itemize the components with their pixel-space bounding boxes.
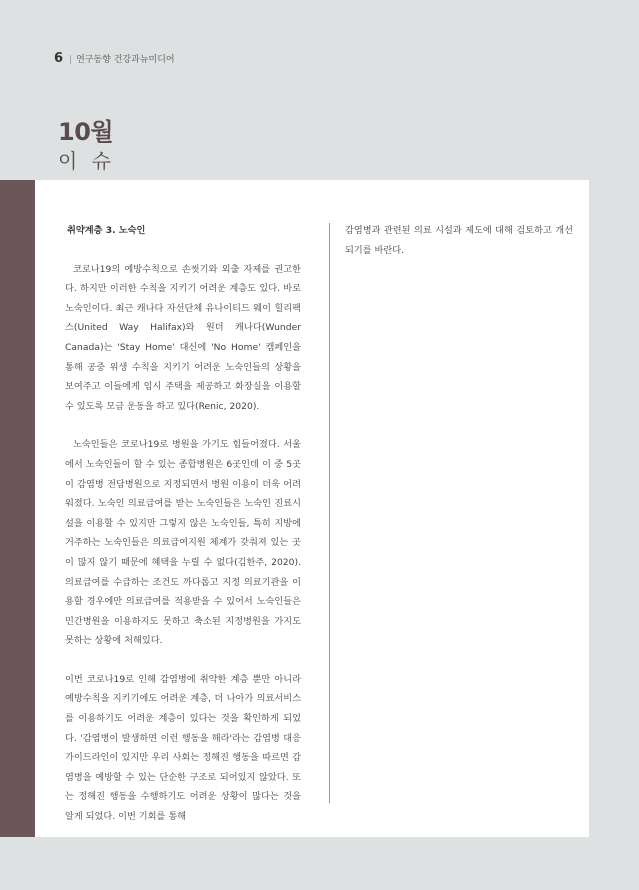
header-separator: | <box>69 55 73 65</box>
publication-title: 연구동향 건강과뉴미디어 <box>76 55 175 65</box>
page-number: 6 <box>54 51 64 66</box>
paragraph: 이번 코로나19로 인해 감염병에 취약한 계층 뿐만 아니라 예방수칙을 지키기에도 어려운 계층, 더 나아가 의료서비스를 이용하기도 어려운 계층이 있다는 것을 확인하게 되었다. '감염병이 발생하면 이런 행동을 해라'라는 감염병 대응 가이드라인이 있지만 우리 사회는 정해진 행동을 따르면 감염병을 예방할 수 있는 단순한 구조로 되어있지 않았다. 또는 정해진 행동을 수행하기도 어려운 상황이 많다는 것을 알게 되었다. 이번 기회를 통해 <box>65 673 301 823</box>
column-divider <box>329 223 330 803</box>
article-right-column <box>345 221 573 260</box>
paragraph: 감염병과 관련된 의료 시설과 제도에 대해 검토하고 개선되기를 바란다. <box>345 225 573 256</box>
page-header <box>54 51 175 66</box>
paragraph: 코로나19의 예방수칙으로 손씻기와 외출 자제를 권고한다. 하지만 이러한 수칙을 지키기 어려운 계층도 있다. 바로 노숙인이다. 최근 캐나다 자선단체 유나이티드 웨이 힐리팩스(United Way Halifax)와 원더 캐나다(Wunder Canada)는 'Stay Home' 대신에 'No Home' 캠페인을 통해 공중 위생 수칙을 지키기 어려운 노숙인들의 상황을 보여주고 이들에게 임시 주택을 제공하고 화장실을 이용할 수 있도록 모금 운동을 하고 있다(Renic, 2020). <box>65 263 301 412</box>
article-left-column <box>65 221 301 827</box>
paragraph: 노숙인들은 코로나19로 병원을 가기도 힘들어졌다. 서울에서 노숙인들이 할 수 있는 종합병원은 6곳인데 이 중 5곳이 감염병 전담병원으로 지정되면서 병원 이용이 더욱 어려워졌다. 노숙인 의료급여를 받는 노숙인들은 노숙인 진료시설을 이용할 수 있지만 그렇지 않은 노숙인들, 특히 지방에 거주하는 노숙인들은 의료급여지원 체계가 갖춰져 있는 곳이 많지 않기 때문에 혜택을 누릴 수 없다(김한주, 2020). 의료급여를 수급하는 조건도 까다롭고 지정 의료기관을 이용할 경우에만 의료급여를 적용받을 수 있어서 노숙인들은 민간병원을 이용하지도 못하고 축소된 지정병원을 가지도 못하는 상황에 처해있다. <box>65 439 301 647</box>
section-month: 10월 <box>58 118 114 146</box>
article-subtitle: 취약계층 3. 노숙인 <box>67 225 146 236</box>
side-accent-bar <box>0 180 35 837</box>
section-label: 이 슈 <box>58 149 115 173</box>
